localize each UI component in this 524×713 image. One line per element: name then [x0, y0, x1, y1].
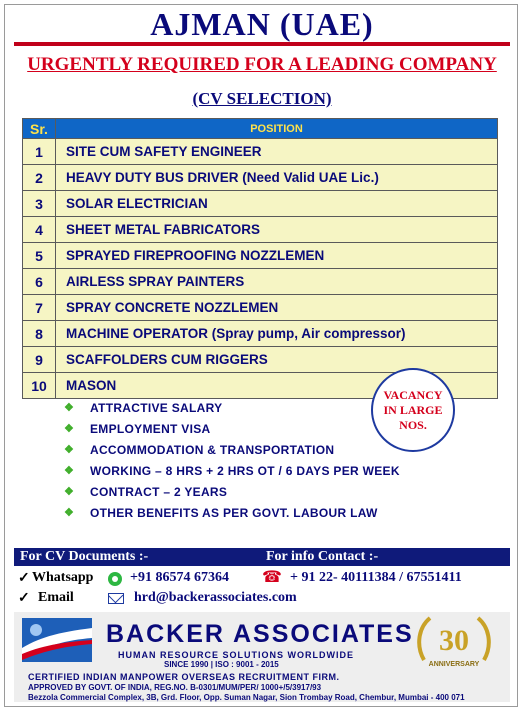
benefit-text: OTHER BENEFITS AS PER GOVT. LABOUR LAW — [90, 506, 378, 520]
table-row — [23, 139, 498, 165]
subtitle: URGENTLY REQUIRED FOR A LEADING COMPANY — [27, 54, 497, 75]
whatsapp-label: Whatsapp — [32, 570, 94, 585]
mail-icon — [108, 593, 124, 604]
row-position: SHEET METAL FABRICATORS — [56, 217, 498, 243]
approval-line: APPROVED BY GOVT. OF INDIA, REG.NO. B-0301/MUM/PER/ 1000+/5/3917/93 — [28, 683, 322, 692]
diamond-bullet-icon: ❖ — [64, 486, 75, 498]
table-row — [23, 321, 498, 347]
row-sr: 1 — [23, 139, 56, 165]
contact-details — [14, 566, 510, 610]
row-position: AIRLESS SPRAY PAINTERS — [56, 269, 498, 295]
positions-table — [22, 118, 498, 399]
anniversary-badge-icon — [414, 612, 494, 672]
telephone-icon: ☎ — [262, 569, 282, 586]
row-sr: 9 — [23, 347, 56, 373]
row-position: SPRAYED FIREPROOFING NOZZLEMEN — [56, 243, 498, 269]
row-sr: 2 — [23, 165, 56, 191]
company-tagline: HUMAN RESOURCE SOLUTIONS WORLDWIDE — [118, 650, 354, 660]
check-icon: ✓ — [18, 571, 30, 586]
benefit-text: ACCOMMODATION & TRANSPORTATION — [90, 443, 335, 457]
diamond-bullet-icon: ❖ — [64, 423, 75, 435]
page-title: AJMAN (UAE) — [150, 6, 374, 42]
column-header-position: POSITION — [56, 119, 498, 139]
list-item — [64, 419, 400, 440]
table-row — [23, 217, 498, 243]
benefit-text: WORKING – 8 HRS + 2 HRS OT / 6 DAYS PER WEEK — [90, 464, 400, 478]
check-icon: ✓ — [18, 591, 30, 606]
whatsapp-icon — [108, 572, 122, 586]
address-line: Bezzola Commercial Complex, 3B, Grd. Floor, Opp. Suman Nagar, Sion Trombay Road, Chembur, Mumbai - 400 071 — [28, 693, 465, 702]
row-sr: 10 — [23, 373, 56, 399]
list-item — [64, 503, 400, 524]
info-contact-heading: For info Contact :- — [266, 549, 379, 564]
table-row — [23, 269, 498, 295]
table-row — [23, 243, 498, 269]
contact-header-bar — [14, 548, 510, 566]
certification-line: CERTIFIED INDIAN MANPOWER OVERSEAS RECRUITMENT FIRM. — [28, 672, 340, 682]
email-label: Email — [38, 590, 74, 605]
title-underline-bar — [14, 42, 510, 46]
list-item — [64, 440, 400, 461]
table-row — [23, 347, 498, 373]
row-sr: 7 — [23, 295, 56, 321]
row-sr: 4 — [23, 217, 56, 243]
anniversary-label: ANNIVERSARY — [428, 661, 480, 668]
table-header-row — [23, 119, 498, 139]
benefit-text: ATTRACTIVE SALARY — [90, 401, 223, 415]
row-sr: 8 — [23, 321, 56, 347]
diamond-bullet-icon: ❖ — [64, 465, 75, 477]
phone-number[interactable]: + 91 22- 40111384 / 67551411 — [290, 570, 462, 585]
column-header-sr: Sr. — [23, 119, 56, 139]
row-position: HEAVY DUTY BUS DRIVER (Need Valid UAE Lic.) — [56, 165, 498, 191]
benefits-list — [64, 398, 400, 524]
globe-logo-icon — [22, 618, 92, 662]
row-position: SCAFFOLDERS CUM RIGGERS — [56, 347, 498, 373]
selection-note: (CV SELECTION) — [192, 89, 332, 108]
row-position: SITE CUM SAFETY ENGINEER — [56, 139, 498, 165]
list-item — [64, 398, 400, 419]
table-row — [23, 295, 498, 321]
table-row — [23, 165, 498, 191]
row-position: SPRAY CONCRETE NOZZLEMEN — [56, 295, 498, 321]
company-name: BACKER ASSOCIATES — [106, 620, 414, 648]
diamond-bullet-icon: ❖ — [64, 507, 75, 519]
email-address[interactable]: hrd@backerassociates.com — [134, 590, 297, 605]
company-since: SINCE 1990 | ISO : 9001 - 2015 — [164, 660, 279, 669]
row-sr: 3 — [23, 191, 56, 217]
anniversary-number: 30 — [439, 624, 469, 657]
vacancy-text: VACANCY IN LARGE NOS. — [383, 387, 443, 432]
benefit-text: EMPLOYMENT VISA — [90, 422, 211, 436]
row-position: MACHINE OPERATOR (Spray pump, Air compressor) — [56, 321, 498, 347]
whatsapp-number[interactable]: +91 86574 67364 — [130, 570, 229, 585]
row-sr: 6 — [23, 269, 56, 295]
list-item — [64, 461, 400, 482]
company-footer — [14, 612, 510, 702]
table-row — [23, 191, 498, 217]
row-sr: 5 — [23, 243, 56, 269]
cv-documents-heading: For CV Documents :- — [20, 549, 149, 564]
list-item — [64, 482, 400, 503]
row-position: SOLAR ELECTRICIAN — [56, 191, 498, 217]
diamond-bullet-icon: ❖ — [64, 444, 75, 456]
row-position: MASON — [56, 373, 498, 399]
diamond-bullet-icon: ❖ — [64, 402, 75, 414]
benefit-text: CONTRACT – 2 YEARS — [90, 485, 228, 499]
